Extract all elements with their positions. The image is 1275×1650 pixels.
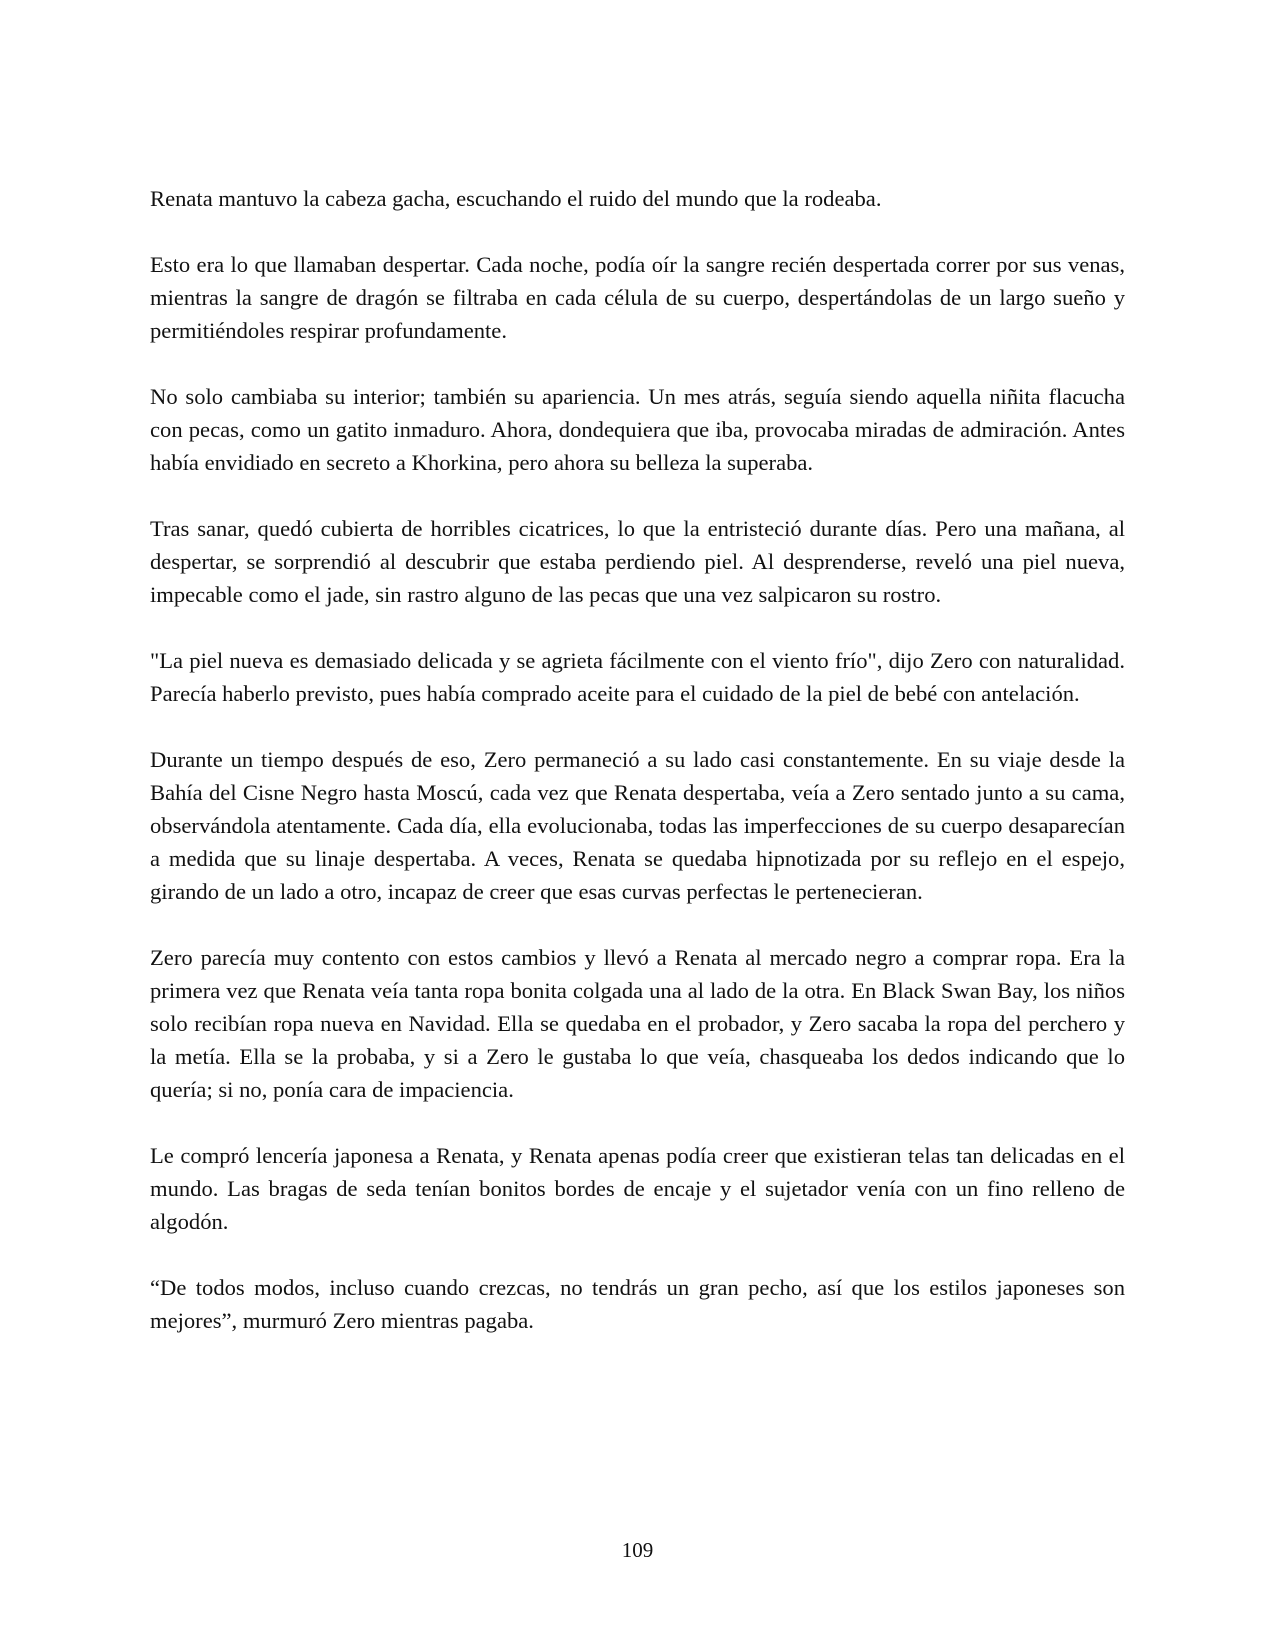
- paragraph-5: "La piel nueva es demasiado delicada y se agrieta fácilmente con el viento frío", dijo Zero con naturalidad. Parecía haberlo previsto, pues había comprado aceite para el cuidado de la piel de bebé con antelación.: [150, 648, 1125, 706]
- paragraph-4: Tras sanar, quedó cubierta de horribles cicatrices, lo que la entristeció durante días. Pero una mañana, al despertar, se sorprendió al descubrir que estaba perdiendo piel. Al desprenderse, reveló una piel nueva, impecable como el jade, sin rastro alguno de las pecas que una vez salpicaron su rostro.: [150, 516, 1125, 607]
- paragraph-6: Durante un tiempo después de eso, Zero permaneció a su lado casi constantemente. En su viaje desde la Bahía del Cisne Negro hasta Moscú, cada vez que Renata despertaba, veía a Zero sentado junto a su cama, observándola atentamente. Cada día, ella evolucionaba, todas las imperfecciones de su cuerpo desaparecían a medida que su linaje despertaba. A veces, Renata se quedaba hipnotizada por su reflejo en el espejo, girando de un lado a otro, incapaz de creer que esas curvas perfectas le pertenecieran.: [150, 747, 1125, 904]
- paragraph-3: No solo cambiaba su interior; también su apariencia. Un mes atrás, seguía siendo aquella niñita flacucha con pecas, como un gatito inmaduro. Ahora, dondequiera que iba, provocaba miradas de admiración. Antes había envidiado en secreto a Khorkina, pero ahora su belleza la superaba.: [150, 384, 1125, 475]
- paragraph-7: Zero parecía muy contento con estos cambios y llevó a Renata al mercado negro a comprar ropa. Era la primera vez que Renata veía tanta ropa bonita colgada una al lado de la otra. En Black Swan Bay, los niños solo recibían ropa nueva en Navidad. Ella se quedaba en el probador, y Zero sacaba la ropa del perchero y la metía. Ella se la probaba, y si a Zero le gustaba lo que veía, chasqueaba los dedos indicando que lo quería; si no, ponía cara de impaciencia.: [150, 945, 1125, 1102]
- paragraph-8: Le compró lencería japonesa a Renata, y Renata apenas podía creer que existieran telas tan delicadas en el mundo. Las bragas de seda tenían bonitos bordes de encaje y el sujetador venía con un fino relleno de algodón.: [150, 1143, 1125, 1234]
- paragraph-1: Renata mantuvo la cabeza gacha, escuchando el ruido del mundo que la rodeaba.: [150, 186, 882, 211]
- page-number: 109: [621, 1538, 654, 1562]
- paragraph-2: Esto era lo que llamaban despertar. Cada noche, podía oír la sangre recién despertada correr por sus venas, mientras la sangre de dragón se filtraba en cada célula de su cuerpo, despertándolas de un largo sueño y permitiéndoles respirar profundamente.: [150, 252, 1125, 343]
- body-text: [150, 182, 1125, 1370]
- paragraph-9: “De todos modos, incluso cuando crezcas, no tendrás un gran pecho, así que los estilos japoneses son mejores”, murmuró Zero mientras pagaba.: [150, 1275, 1125, 1333]
